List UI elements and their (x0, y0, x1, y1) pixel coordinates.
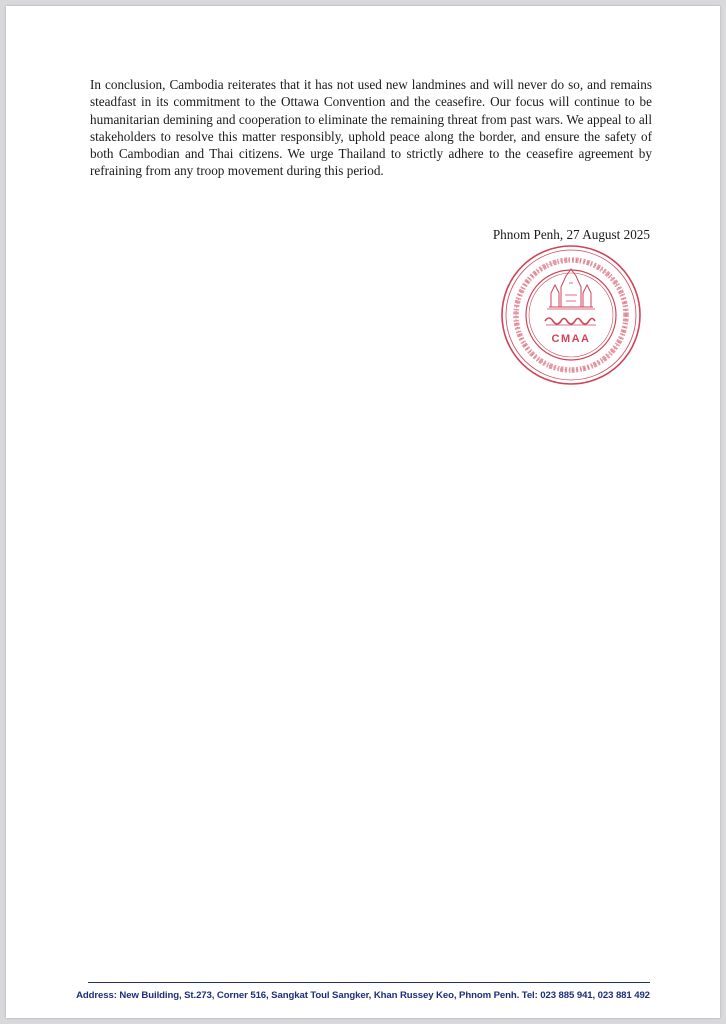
document-page (6, 6, 720, 1018)
body-paragraph: In conclusion, Cambodia reiterates that it has not used new landmines and will never do so, and remains steadfast in its commitment to the Ottawa Convention and the ceasefire. Our focus will continue to be humanitarian demining and cooperation to eliminate the remaining threat from past wars. We appeal to all stakeholders to resolve this matter responsibly, uphold peace along the border, and ensure the safety of both Cambodian and Thai citizens. We urge Thailand to strictly adhere to the ceasefire agreement by refraining from any troop movement during this period. (90, 77, 652, 179)
place-date: Phnom Penh, 27 August 2025 (492, 227, 650, 242)
footer-divider (88, 982, 650, 983)
seal-abbreviation: CMAA (551, 333, 591, 345)
cmaa-seal-stamp-icon (499, 243, 643, 387)
footer-address: Address: New Building, St.273, Corner 516, Sangkat Toul Sangker, Khan Russey Keo, Phnom Penh. Tel: 023 885 941, 023 881 492 (76, 990, 650, 1001)
